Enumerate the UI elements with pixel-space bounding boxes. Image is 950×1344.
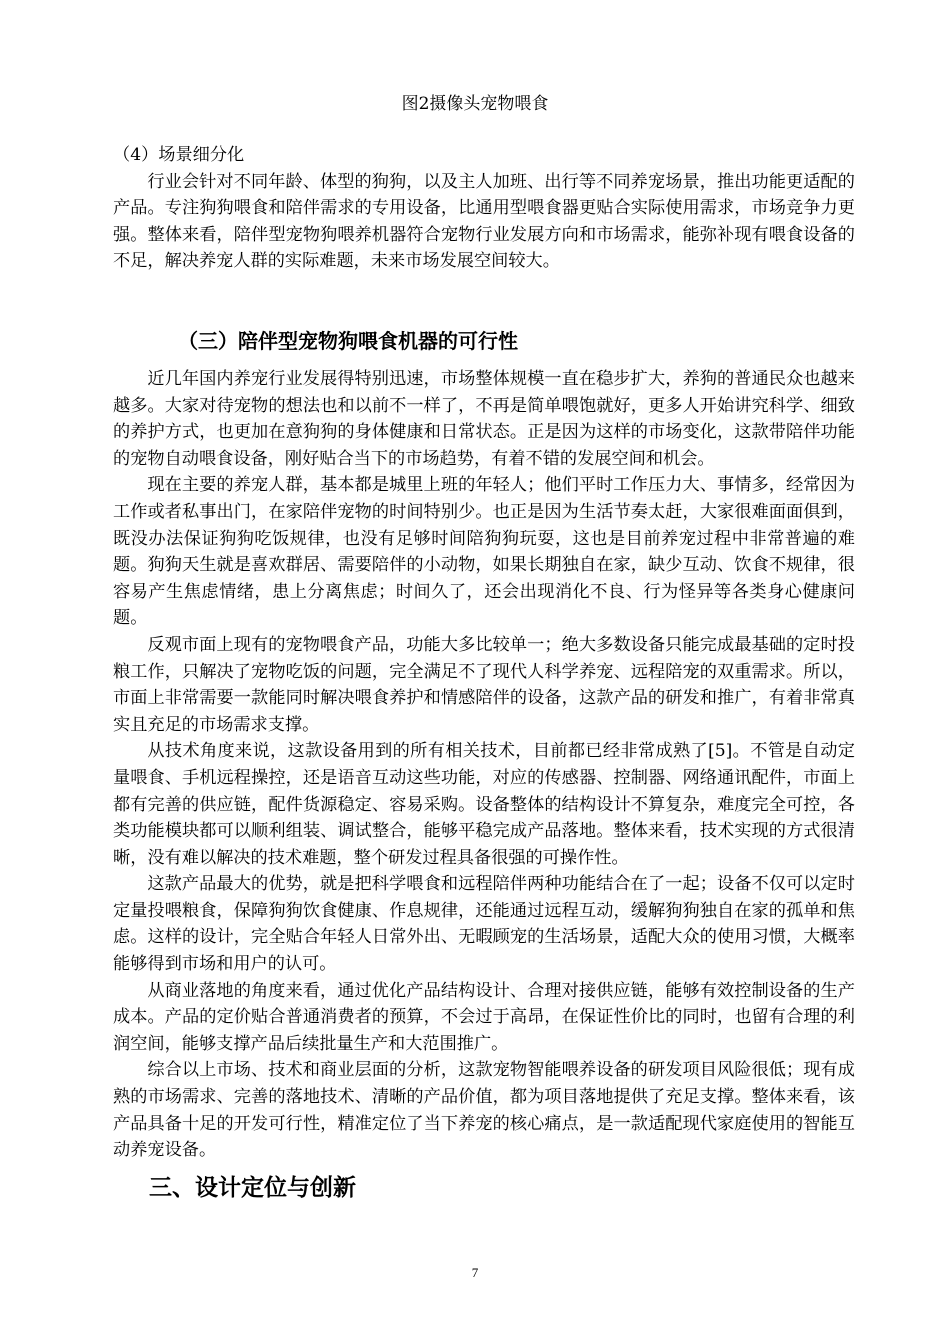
subsection-heading: （三）陪伴型宠物狗喂食机器的可行性 bbox=[178, 329, 518, 353]
section-4-block bbox=[113, 142, 855, 275]
page-number: 7 bbox=[471, 1265, 479, 1280]
paragraph: 现在主要的养宠人群，基本都是城里上班的年轻人；他们平时工作压力大、事情多，经常因为工作或者私事出门，在家陪伴宠物的时间特别少。也正是因为生活节奏太赶，大家很难面面俱到，既没办法保证狗狗吃饭规律，也没有足够时间陪狗狗玩耍，这也是目前养宠过程中非常普遍的难题。狗狗天生就是喜欢群居、需要陪伴的小动物，如果长期独自在家，缺少互动、饮食不规律，很容易产生焦虑情绪，患上分离焦虑；时间久了，还会出现消化不良、行为怪异等各类身心健康问题。 bbox=[113, 475, 855, 629]
paragraph: 这款产品最大的优势，就是把科学喂食和远程陪伴两种功能结合在了一起；设备不仅可以定时定量投喂粮食，保障狗狗饮食健康、作息规律，还能通过远程互动，缓解狗狗独自在家的孤单和焦虑。这样的设计，完全贴合年轻人日常外出、无暇顾宠的生活场景，适配大众的使用习惯，大概率能够得到市场和用户的认可。 bbox=[113, 874, 855, 975]
paragraph: 反观市面上现有的宠物喂食产品，功能大多比较单一；绝大多数设备只能完成最基础的定时投粮工作，只解决了宠物吃饭的问题，完全满足不了现代人科学养宠、远程陪宠的双重需求。所以，市面上非常需要一款能同时解决喂食养护和情感陪伴的设备，这款产品的研发和推广，有着非常真实且充足的市场需求支撑。 bbox=[113, 634, 855, 735]
paragraph: 近几年国内养宠行业发展得特别迅速，市场整体规模一直在稳步扩大，养狗的普通民众也越来越多。大家对待宠物的想法也和以前不一样了，不再是简单喂饱就好，更多人开始讲究科学、细致的养护方式，也更加在意狗狗的身体健康和日常状态。正是因为这样的市场变化，这款带陪伴功能的宠物自动喂食设备，刚好贴合当下的市场趋势，有着不错的发展空间和机会。 bbox=[113, 369, 855, 469]
section-4-heading: （4）场景细分化 bbox=[113, 145, 245, 165]
paragraph: 从商业落地的角度来看，通过优化产品结构设计、合理对接供应链，能够有效控制设备的生产成本。产品的定价贴合普通消费者的预算，不会过于高昂，在保证性价比的同时，也留有合理的利润空间，能够支撑产品后续批量生产和大范围推广。 bbox=[113, 980, 855, 1054]
paragraph: 从技术角度来说，这款设备用到的所有相关技术，目前都已经非常成熟了[5]。不管是自动定量喂食、手机远程操控，还是语音互动这些功能，对应的传感器、控制器、网络通讯配件，市面上都有完善的供应链，配件货源稳定、容易采购。设备整体的结构设计不算复杂，难度完全可控，各类功能模块都可以顺利组装、调试整合，能够平稳完成产品落地。整体来看，技术实现的方式很清晰，没有难以解决的技术难题，整个研发过程具备很强的可操作性。 bbox=[113, 741, 855, 868]
section-heading: 三、设计定位与创新 bbox=[149, 1175, 356, 1201]
section-4-paragraph: 行业会针对不同年龄、体型的狗狗，以及主人加班、出行等不同养宠场景，推出功能更适配的产品。专注狗狗喂食和陪伴需求的专用设备，比通用型喂食器更贴合实际使用需求，市场竞争力更强。整体来看，陪伴型宠物狗喂养机器符合宠物行业发展方向和市场需求，能弥补现有喂食设备的不足，解决养宠人群的实际难题，未来市场发展空间较大。 bbox=[113, 171, 855, 272]
feasibility-body bbox=[113, 366, 855, 1164]
paragraph: 综合以上市场、技术和商业层面的分析，这款宠物智能喂养设备的研发项目风险很低；现有成熟的市场需求、完善的落地技术、清晰的产品价值，都为项目落地提供了充足支撑。整体来看，该产品具备十足的开发可行性，精准定位了当下养宠的核心痛点，是一款适配现代家庭使用的智能互动养宠设备。 bbox=[113, 1060, 855, 1161]
figure-caption: 图2摄像头宠物喂食 bbox=[401, 94, 549, 114]
